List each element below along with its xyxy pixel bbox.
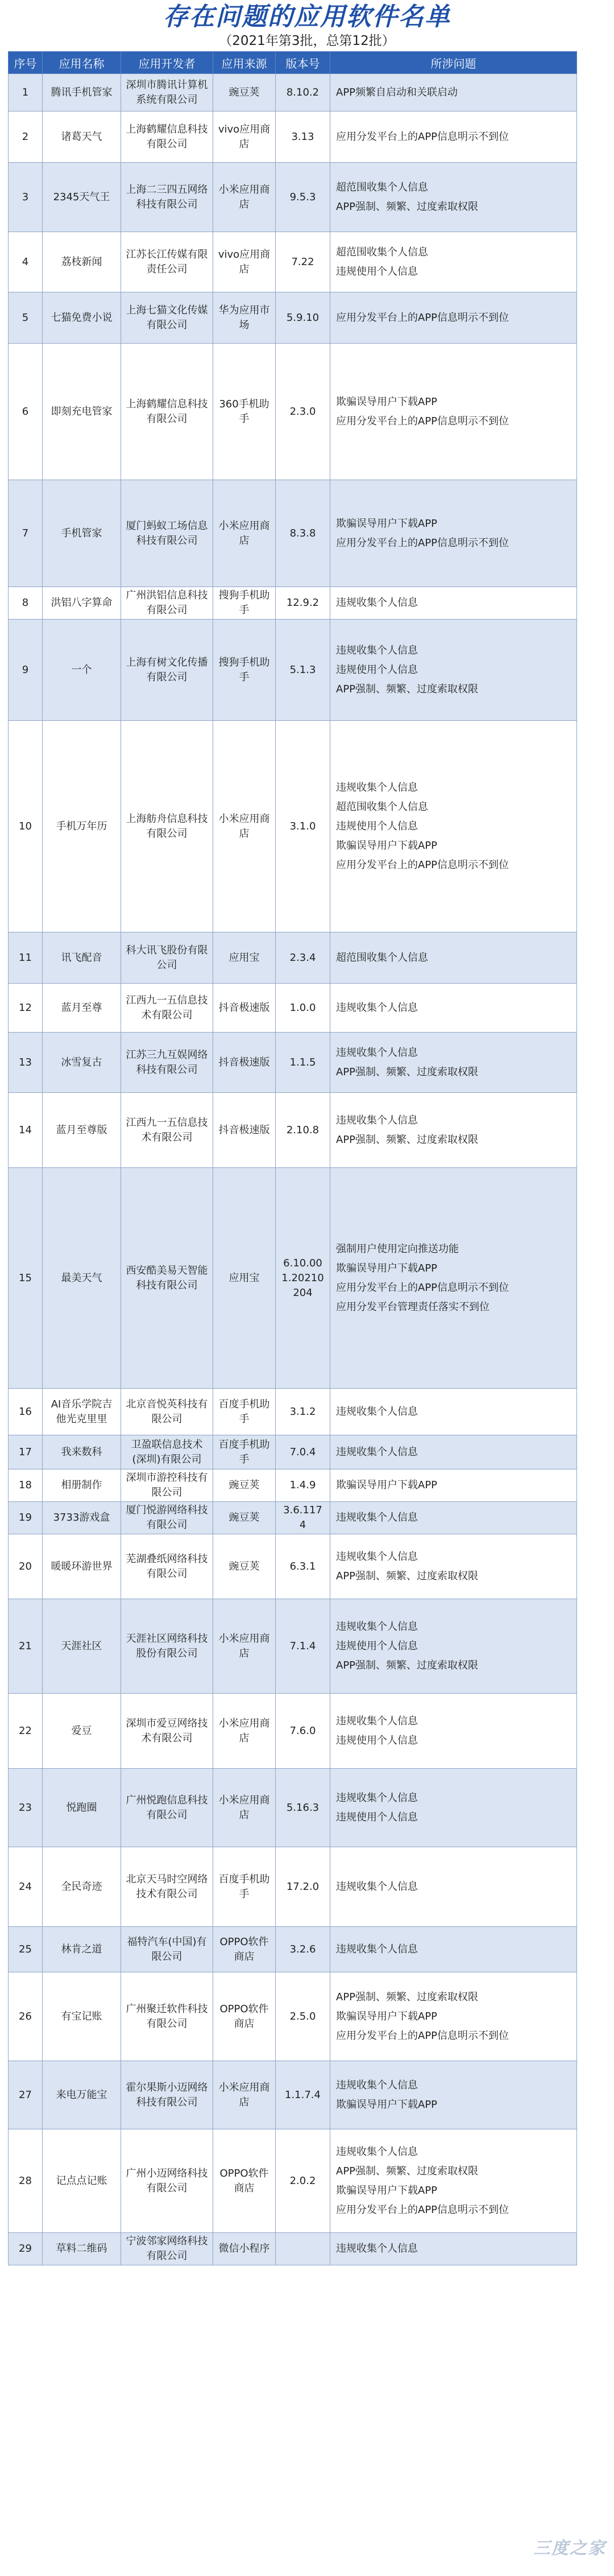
cell-no: 8: [9, 587, 43, 620]
table-row: [9, 1927, 577, 1972]
cell-version: 7.6.0: [276, 1694, 330, 1769]
cell-issues: [330, 1033, 577, 1093]
issue-item: APP强制、频繁、过度索取权限: [336, 1066, 479, 1078]
cell-version: 8.3.8: [276, 480, 330, 587]
issue-item: 违规收集个人信息: [336, 1114, 418, 1126]
cell-app-name: 有宝记账: [43, 1972, 121, 2061]
table-row: [9, 1469, 577, 1502]
table-row: [9, 1972, 577, 2061]
cell-app-name: 爱豆: [43, 1694, 121, 1769]
cell-no: 26: [9, 1972, 43, 2061]
cell-app-name: 2345天气王: [43, 163, 121, 232]
issue-item: 违规收集个人信息: [336, 1550, 418, 1563]
cell-no: 24: [9, 1847, 43, 1927]
table-row: [9, 1534, 577, 1599]
cell-app-name: 草料二维码: [43, 2233, 121, 2265]
cell-no: 13: [9, 1033, 43, 1093]
issue-item: APP强制、频繁、过度索取权限: [336, 1659, 479, 1671]
issue-item: 应用分发平台上的APP信息明示不到位: [336, 130, 509, 143]
issue-item: 违规收集个人信息: [336, 1880, 418, 1893]
issue-item: APP强制、频繁、过度索取权限: [336, 1133, 479, 1146]
cell-version: 17.2.0: [276, 1847, 330, 1927]
cell-source: 抖音极速版: [213, 984, 276, 1033]
cell-source: 小米应用商店: [213, 1769, 276, 1847]
cell-source: 豌豆荚: [213, 1534, 276, 1599]
cell-version: 1.4.9: [276, 1469, 330, 1502]
issue-item: 违规收集个人信息: [336, 1446, 418, 1458]
issue-item: 超范围收集个人信息: [336, 951, 428, 964]
cell-source: OPPO软件商店: [213, 1927, 276, 1972]
cell-source: 应用宝: [213, 932, 276, 984]
cell-issues: [330, 1502, 577, 1534]
cell-source: OPPO软件商店: [213, 2129, 276, 2233]
issue-item: APP强制、频繁、过度索取权限: [336, 1570, 479, 1582]
cell-version: 5.9.10: [276, 292, 330, 344]
cell-no: 1: [9, 74, 43, 112]
cell-issues: [330, 1972, 577, 2061]
cell-no: 3: [9, 163, 43, 232]
cell-issues: [330, 1469, 577, 1502]
cell-developer: 芜湖叠纸网络科技有限公司: [121, 1534, 213, 1599]
issue-item: 违规收集个人信息: [336, 1046, 418, 1059]
cell-source: 小米应用商店: [213, 1599, 276, 1694]
cell-no: 10: [9, 721, 43, 932]
cell-no: 23: [9, 1769, 43, 1847]
cell-source: 360手机助手: [213, 344, 276, 480]
issue-item: 应用分发平台上的APP信息明示不到位: [336, 415, 509, 427]
document-subtitle: （2021年第3批，总第12批）: [219, 34, 395, 48]
cell-app-name: 记点点记账: [43, 2129, 121, 2233]
cell-issues: [330, 620, 577, 721]
cell-issues: [330, 2129, 577, 2233]
cell-developer: 深圳市腾讯计算机系统有限公司: [121, 74, 213, 112]
cell-issues: [330, 1389, 577, 1435]
issue-item: 应用分发平台管理责任落实不到位: [336, 1301, 489, 1313]
issue-item: 欺骗误导用户下载APP: [336, 839, 438, 852]
cell-issues: [330, 932, 577, 984]
cell-developer: 厦门悦游网络科技有限公司: [121, 1502, 213, 1534]
issue-item: 应用分发平台上的APP信息明示不到位: [336, 1281, 509, 1294]
table-row: [9, 1168, 577, 1389]
cell-developer: 上海鹤耀信息科技有限公司: [121, 344, 213, 480]
cell-issues: [330, 1534, 577, 1599]
issue-item: 违规收集个人信息: [336, 1943, 418, 1955]
cell-version: 1.1.5: [276, 1033, 330, 1093]
cell-developer: 江西九一五信息技术有限公司: [121, 1093, 213, 1168]
watermark: 三度之家: [533, 2538, 606, 2558]
cell-version: 1.1.7.4: [276, 2061, 330, 2129]
cell-app-name: 最美天气: [43, 1168, 121, 1389]
cell-no: 21: [9, 1599, 43, 1694]
issue-item: 应用分发平台上的APP信息明示不到位: [336, 536, 509, 549]
cell-developer: 广州小迈网络科技有限公司: [121, 2129, 213, 2233]
issue-item: 违规收集个人信息: [336, 1791, 418, 1804]
cell-app-name: 手机万年历: [43, 721, 121, 932]
table-row: [9, 74, 577, 112]
issue-item: 超范围收集个人信息: [336, 800, 428, 813]
issue-item: 违规使用个人信息: [336, 1811, 418, 1823]
cell-version: 5.16.3: [276, 1769, 330, 1847]
cell-issues: [330, 1927, 577, 1972]
table-row: [9, 292, 577, 344]
table-row: [9, 1769, 577, 1847]
cell-app-name: 全民奇迹: [43, 1847, 121, 1927]
issue-item: 违规收集个人信息: [336, 1001, 418, 1014]
issue-item: 违规使用个人信息: [336, 265, 418, 278]
table-row: [9, 163, 577, 232]
issue-item: 违规使用个人信息: [336, 820, 418, 832]
cell-developer: 江苏长江传媒有限责任公司: [121, 232, 213, 292]
cell-issues: [330, 1769, 577, 1847]
cell-version: 7.1.4: [276, 1599, 330, 1694]
cell-version: 6.10.001.20210204: [276, 1168, 330, 1389]
cell-issues: [330, 1599, 577, 1694]
cell-source: 豌豆荚: [213, 74, 276, 112]
cell-developer: 北京音悦英科技有限公司: [121, 1389, 213, 1435]
cell-app-name: 蓝月至尊版: [43, 1093, 121, 1168]
cell-issues: [330, 721, 577, 932]
cell-version: 3.6.1174: [276, 1502, 330, 1534]
cell-issues: [330, 1168, 577, 1389]
issue-item: 违规收集个人信息: [336, 2079, 418, 2091]
issue-item: 违规使用个人信息: [336, 1640, 418, 1652]
cell-source: 小米应用商店: [213, 480, 276, 587]
issue-item: APP强制、频繁、过度索取权限: [336, 2165, 479, 2177]
cell-developer: 科大讯飞股份有限公司: [121, 932, 213, 984]
cell-source: 百度手机助手: [213, 1389, 276, 1435]
issue-item: 强制用户使用定向推送功能: [336, 1242, 459, 1255]
cell-developer: 福特汽车(中国)有限公司: [121, 1927, 213, 1972]
cell-app-name: 3733游戏盒: [43, 1502, 121, 1534]
cell-developer: 上海有树文化传播有限公司: [121, 620, 213, 721]
cell-source: 抖音极速版: [213, 1033, 276, 1093]
table-row: [9, 112, 577, 163]
issue-item: 欺骗误导用户下载APP: [336, 517, 438, 530]
issue-item: 违规收集个人信息: [336, 1405, 418, 1418]
cell-developer: 江西九一五信息技术有限公司: [121, 984, 213, 1033]
cell-version: 2.3.4: [276, 932, 330, 984]
cell-source: 小米应用商店: [213, 163, 276, 232]
table-row: [9, 344, 577, 480]
table-row: [9, 620, 577, 721]
cell-app-name: 洪铝八字算命: [43, 587, 121, 620]
cell-developer: 霍尔果斯小迈网络科技有限公司: [121, 2061, 213, 2129]
document-title: 存在问题的应用软件名单: [163, 2, 451, 31]
cell-no: 6: [9, 344, 43, 480]
table-row: [9, 587, 577, 620]
cell-developer: 上海鹤耀信息科技有限公司: [121, 112, 213, 163]
issue-item: 违规收集个人信息: [336, 2243, 418, 2255]
cell-version: 2.0.2: [276, 2129, 330, 2233]
table-row: [9, 1435, 577, 1469]
cell-source: vivo应用商店: [213, 232, 276, 292]
table-row: [9, 1502, 577, 1534]
cell-developer: 深圳市游控科技有限公司: [121, 1469, 213, 1502]
issue-item: APP强制、频繁、过度索取权限: [336, 1991, 479, 2003]
issue-item: 欺骗误导用户下载APP: [336, 2098, 438, 2111]
issue-item: 超范围收集个人信息: [336, 246, 428, 258]
issue-item: 违规收集个人信息: [336, 1620, 418, 1633]
cell-version: 8.10.2: [276, 74, 330, 112]
cell-no: 4: [9, 232, 43, 292]
cell-issues: [330, 1435, 577, 1469]
cell-app-name: 林肯之道: [43, 1927, 121, 1972]
cell-issues: [330, 984, 577, 1033]
cell-developer: 上海七猫文化传媒有限公司: [121, 292, 213, 344]
cell-app-name: 即刻充电管家: [43, 344, 121, 480]
cell-issues: [330, 112, 577, 163]
cell-developer: 卫盈联信息技术(深圳)有限公司: [121, 1435, 213, 1469]
table-body: [9, 74, 577, 2265]
issue-item: 违规收集个人信息: [336, 597, 418, 609]
cell-app-name: 讯飞配音: [43, 932, 121, 984]
cell-no: 29: [9, 2233, 43, 2265]
cell-source: 小米应用商店: [213, 721, 276, 932]
issue-item: 欺骗误导用户下载APP: [336, 1479, 438, 1491]
header-app-name: 应用名称: [43, 52, 121, 74]
issue-item: 欺骗误导用户下载APP: [336, 395, 438, 408]
cell-app-name: 冰雪复古: [43, 1033, 121, 1093]
cell-no: 25: [9, 1927, 43, 1972]
table-row: [9, 1033, 577, 1093]
cell-developer: 广州聚迁软件科技有限公司: [121, 1972, 213, 2061]
cell-source: 搜狗手机助手: [213, 620, 276, 721]
cell-no: 14: [9, 1093, 43, 1168]
table-row: [9, 1093, 577, 1168]
cell-no: 18: [9, 1469, 43, 1502]
cell-issues: [330, 480, 577, 587]
app-list-table: [8, 51, 577, 2265]
table-row: [9, 932, 577, 984]
table-row: [9, 1694, 577, 1769]
issue-item: APP频繁自启动和关联启动: [336, 86, 458, 98]
table-row: [9, 480, 577, 587]
cell-version: 2.5.0: [276, 1972, 330, 2061]
header-no: 序号: [9, 52, 43, 74]
cell-issues: [330, 2061, 577, 2129]
cell-developer: 上海舫舟信息科技有限公司: [121, 721, 213, 932]
cell-app-name: 悦跑圈: [43, 1769, 121, 1847]
table-header-row: [9, 52, 577, 74]
cell-issues: [330, 1847, 577, 1927]
issue-item: 违规使用个人信息: [336, 663, 418, 676]
cell-no: 2: [9, 112, 43, 163]
cell-app-name: 来电万能宝: [43, 2061, 121, 2129]
cell-no: 11: [9, 932, 43, 984]
cell-issues: [330, 587, 577, 620]
cell-version: [276, 2233, 330, 2265]
cell-issues: [330, 1093, 577, 1168]
cell-app-name: 相册制作: [43, 1469, 121, 1502]
document-header: [0, 0, 614, 51]
cell-issues: [330, 1694, 577, 1769]
cell-source: vivo应用商店: [213, 112, 276, 163]
cell-no: 15: [9, 1168, 43, 1389]
cell-app-name: 荔枝新闻: [43, 232, 121, 292]
header-developer: 应用开发者: [121, 52, 213, 74]
issue-item: 违规收集个人信息: [336, 2145, 418, 2158]
header-issues: 所涉问题: [330, 52, 577, 74]
cell-source: 搜狗手机助手: [213, 587, 276, 620]
cell-developer: 北京天马时空网络技术有限公司: [121, 1847, 213, 1927]
table-row: [9, 2061, 577, 2129]
cell-issues: [330, 163, 577, 232]
cell-source: 百度手机助手: [213, 1847, 276, 1927]
issue-item: 违规收集个人信息: [336, 1715, 418, 1727]
cell-developer: 广州悦跑信息科技有限公司: [121, 1769, 213, 1847]
cell-version: 2.10.8: [276, 1093, 330, 1168]
issue-item: 超范围收集个人信息: [336, 181, 428, 193]
header-source: 应用来源: [213, 52, 276, 74]
cell-developer: 天涯社区网络科技股份有限公司: [121, 1599, 213, 1694]
cell-version: 3.1.0: [276, 721, 330, 932]
cell-no: 16: [9, 1389, 43, 1435]
cell-issues: [330, 2233, 577, 2265]
cell-app-name: 暖暖环游世界: [43, 1534, 121, 1599]
cell-source: 应用宝: [213, 1168, 276, 1389]
cell-version: 3.2.6: [276, 1927, 330, 1972]
issue-item: 欺骗误导用户下载APP: [336, 2184, 438, 2197]
cell-developer: 厦门蚂蚁工场信息科技有限公司: [121, 480, 213, 587]
table-row: [9, 1389, 577, 1435]
cell-version: 5.1.3: [276, 620, 330, 721]
cell-source: 华为应用市场: [213, 292, 276, 344]
issue-item: 违规收集个人信息: [336, 644, 418, 657]
cell-version: 2.3.0: [276, 344, 330, 480]
cell-app-name: 一个: [43, 620, 121, 721]
cell-version: 12.9.2: [276, 587, 330, 620]
cell-source: 微信小程序: [213, 2233, 276, 2265]
issue-item: 应用分发平台上的APP信息明示不到位: [336, 858, 509, 871]
cell-developer: 西安酷美易天智能科技有限公司: [121, 1168, 213, 1389]
issue-item: 欺骗误导用户下载APP: [336, 1262, 438, 1274]
issue-item: 应用分发平台上的APP信息明示不到位: [336, 2029, 509, 2042]
cell-no: 5: [9, 292, 43, 344]
cell-source: OPPO软件商店: [213, 1972, 276, 2061]
cell-no: 28: [9, 2129, 43, 2233]
cell-issues: [330, 232, 577, 292]
cell-issues: [330, 292, 577, 344]
issue-item: 违规收集个人信息: [336, 1512, 418, 1524]
cell-version: 6.3.1: [276, 1534, 330, 1599]
cell-no: 20: [9, 1534, 43, 1599]
cell-source: 百度手机助手: [213, 1435, 276, 1469]
cell-no: 12: [9, 984, 43, 1033]
cell-app-name: 蓝月至尊: [43, 984, 121, 1033]
cell-version: 7.0.4: [276, 1435, 330, 1469]
table-row: [9, 1599, 577, 1694]
issue-item: APP强制、频繁、过度索取权限: [336, 200, 479, 213]
cell-version: 1.0.0: [276, 984, 330, 1033]
cell-source: 豌豆荚: [213, 1502, 276, 1534]
cell-version: 9.5.3: [276, 163, 330, 232]
table-row: [9, 2233, 577, 2265]
cell-no: 9: [9, 620, 43, 721]
cell-issues: [330, 74, 577, 112]
table-row: [9, 721, 577, 932]
issue-item: APP强制、频繁、过度索取权限: [336, 683, 479, 695]
table-row: [9, 984, 577, 1033]
issue-item: 应用分发平台上的APP信息明示不到位: [336, 311, 509, 324]
table-row: [9, 2129, 577, 2233]
cell-app-name: 七猫免费小说: [43, 292, 121, 344]
cell-developer: 上海二三四五网络科技有限公司: [121, 163, 213, 232]
cell-app-name: AI音乐学院吉他光克里里: [43, 1389, 121, 1435]
cell-source: 抖音极速版: [213, 1093, 276, 1168]
cell-developer: 江苏三九互娱网络科技有限公司: [121, 1033, 213, 1093]
cell-app-name: 诸葛天气: [43, 112, 121, 163]
cell-version: 3.13: [276, 112, 330, 163]
issue-item: 违规使用个人信息: [336, 1734, 418, 1747]
cell-no: 7: [9, 480, 43, 587]
issue-item: 应用分发平台上的APP信息明示不到位: [336, 2203, 509, 2216]
header-version: 版本号: [276, 52, 330, 74]
cell-app-name: 手机管家: [43, 480, 121, 587]
cell-version: 3.1.2: [276, 1389, 330, 1435]
cell-developer: 深圳市爱豆网络技术有限公司: [121, 1694, 213, 1769]
cell-app-name: 我来数科: [43, 1435, 121, 1469]
cell-developer: 宁波邻家网络科技有限公司: [121, 2233, 213, 2265]
cell-developer: 广州洪铝信息科技有限公司: [121, 587, 213, 620]
cell-version: 7.22: [276, 232, 330, 292]
table-row: [9, 232, 577, 292]
cell-issues: [330, 344, 577, 480]
cell-no: 17: [9, 1435, 43, 1469]
cell-no: 22: [9, 1694, 43, 1769]
cell-no: 27: [9, 2061, 43, 2129]
cell-source: 小米应用商店: [213, 1694, 276, 1769]
table-row: [9, 1847, 577, 1927]
issue-item: 欺骗误导用户下载APP: [336, 2010, 438, 2022]
cell-source: 小米应用商店: [213, 2061, 276, 2129]
cell-app-name: 腾讯手机管家: [43, 74, 121, 112]
issue-item: 违规收集个人信息: [336, 781, 418, 794]
cell-app-name: 天涯社区: [43, 1599, 121, 1694]
cell-source: 豌豆荚: [213, 1469, 276, 1502]
cell-no: 19: [9, 1502, 43, 1534]
